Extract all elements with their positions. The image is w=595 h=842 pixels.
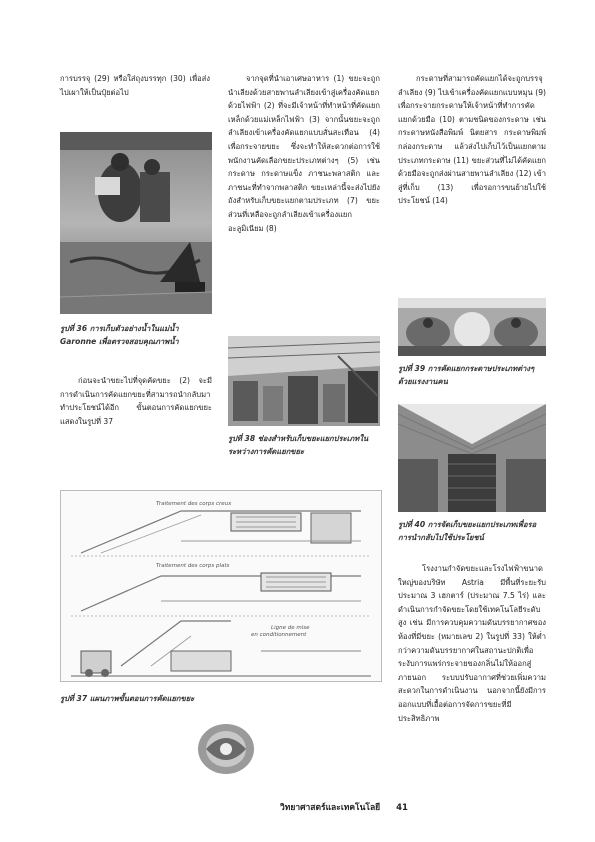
col3-top-paragraph: กระดาษที่สามารถคัดแยกได้จะถูกบรรจุลำเลียง (9) ไปเข้าเครื่องคัดแยกแบบหมุน (9) เพื่อกระจายกระดาษให้เจ้าหน้าที่ทำการคัดแยกด้วยมือ (10) ตามชนิดของกระดาษ เช่น กระดาษหนังสือพิมพ์ นิตยสาร กระดาษพิมพ์ กล่องกระดาษ แล้วส่งไปเก็บไว้เป็นแยกตามประเภทกระดาษ (11) ขยะส่วนที่ไม่ได้คัดแยกด้วยมือจะถูกส่งผ่านสายพานลำเลียง (12) เข้าสู่ที่เก็บ (13) เพื่อรอการขนย้ายไปใช้ประโยชน์ (14)	[398, 74, 546, 206]
diagram-label-mid: Traitement des corps plats	[156, 563, 230, 569]
diagram-label-bottom-1: Ligne de mise	[271, 625, 310, 631]
diagram-label-top: Traitement des corps creux	[156, 501, 232, 507]
footer-title: วิทยาศาสตร์และเทคโนโลยี	[280, 803, 381, 813]
column-3-bottom-text	[398, 562, 546, 725]
col1-top-paragraph: การบรรจุ (29) หรือใส่ถุงบรรทุก (30) เพื่อส่งไปเผาให้เป็นปุ๋ยต่อไป	[60, 74, 210, 97]
photo-bale-storage	[398, 404, 546, 512]
col3-bottom-paragraph: โรงงานกำจัดขยะและโรงไฟฟ้าขนาดใหญ่ของบริษัท Astria มีพื้นที่ระยะรับประมาณ 3 เฮกตาร์ (ประมาณ 7.5 ไร่) และดำเนินการกำจัดขยะโดยใช้เทคโนโลยีระดับสูง เช่น มีการควบคุมความดันบรรยากาศของห้องที่มีขยะ (หมายเลข 2) ในรูปที่ 33) ให้ต่ำกว่าความดันบรรยากาศในสถานะปกติเพื่อระงับการแพร่กระจายของกลิ่นไม่ให้ออกสู่ภายนอก ระบบปรับอากาศที่ช่วยเพิ่มความสะดวกในการดำเนินงาน นอกจากนี้ยังมีการออกแบบที่เอื้อต่อการจัดการขยะที่มีประสิทธิภาพ	[398, 564, 546, 723]
caption-fig38: รูปที่ 38 ช่องสำหรับเก็บขยะแยกประเภทในระหว่างการคัดแยกขยะ	[228, 434, 369, 456]
diagram-sorting-process	[60, 490, 382, 682]
column-1-top-text	[60, 72, 210, 99]
col1-body-paragraph: ก่อนจะนำขยะไปที่จุดคัดขยะ (2) จะมีการดำเนินการคัดแยกขยะที่สามารถนำกลับมาทำประโยชน์ได้อีก ขั้นตอนการคัดแยกขยะแสดงในรูปที่ 37	[60, 376, 212, 426]
page-footer	[280, 800, 408, 814]
caption-fig36: รูปที่ 36 การเก็บตัวอย่างน้ำในแม่น้ำ Garonne เพื่อตรวจสอบคุณภาพน้ำ	[60, 324, 179, 346]
diagram-label-bottom-2: en conditionnement	[251, 632, 307, 638]
column-3-top-text	[398, 72, 546, 208]
caption-fig39: รูปที่ 39 การคัดแยกกระดาษประเภทต่างๆ ด้วยแรงงานคน	[398, 364, 535, 386]
decorative-emblem	[196, 722, 256, 776]
col2-body-paragraph: จากจุดที่นำเอาเศษอาหาร (1) ขยะจะถูกนำเลียงด้วยสายพานลำเลียงเข้าสู่เครื่องคัดแยกด้วยไฟฟ้า (2) ที่จะมีเจ้าหน้าที่ทำหน้าที่คัดแยกเหล็กด้วยแม่เหล็กไฟฟ้า (3) จากนั้นขยะจะถูกลำเลียงเข้าเครื่องคัดแยกแบบสั่นสะเทือน (4) เพื่อกระจายขยะ ซึ่งจะทำให้สะดวกต่อการใช้พนักงานคัดเลือกขยะประเภทต่างๆ (5) เช่น กระดาษ กระดาษแข็ง ภาชนะพลาสติก และภาชนะที่ทำจากพลาสติก ขยะเหล่านี้จะส่งไปยังถังสำหรับเก็บขยะแยกตามประเภท (7) ขยะส่วนที่เหลือจะถูกลำเลียงเข้าเครื่องแยกอะลูมิเนียม (8)	[228, 74, 380, 233]
caption-fig37: รูปที่ 37 แผนภาพขั้นตอนการคัดแยกขยะ	[60, 694, 195, 703]
page-number: 41	[396, 803, 408, 813]
photo-sorting-bays	[228, 336, 380, 426]
column-2-text	[228, 72, 380, 235]
column-1-body-text	[60, 374, 212, 428]
photo-paper-sorting	[398, 298, 546, 356]
photo-water-sampling	[60, 132, 212, 314]
caption-fig40: รูปที่ 40 การจัดเก็บขยะแยกประเภทเพื่อรอการนำกลับไปใช้ประโยชน์	[398, 520, 537, 542]
